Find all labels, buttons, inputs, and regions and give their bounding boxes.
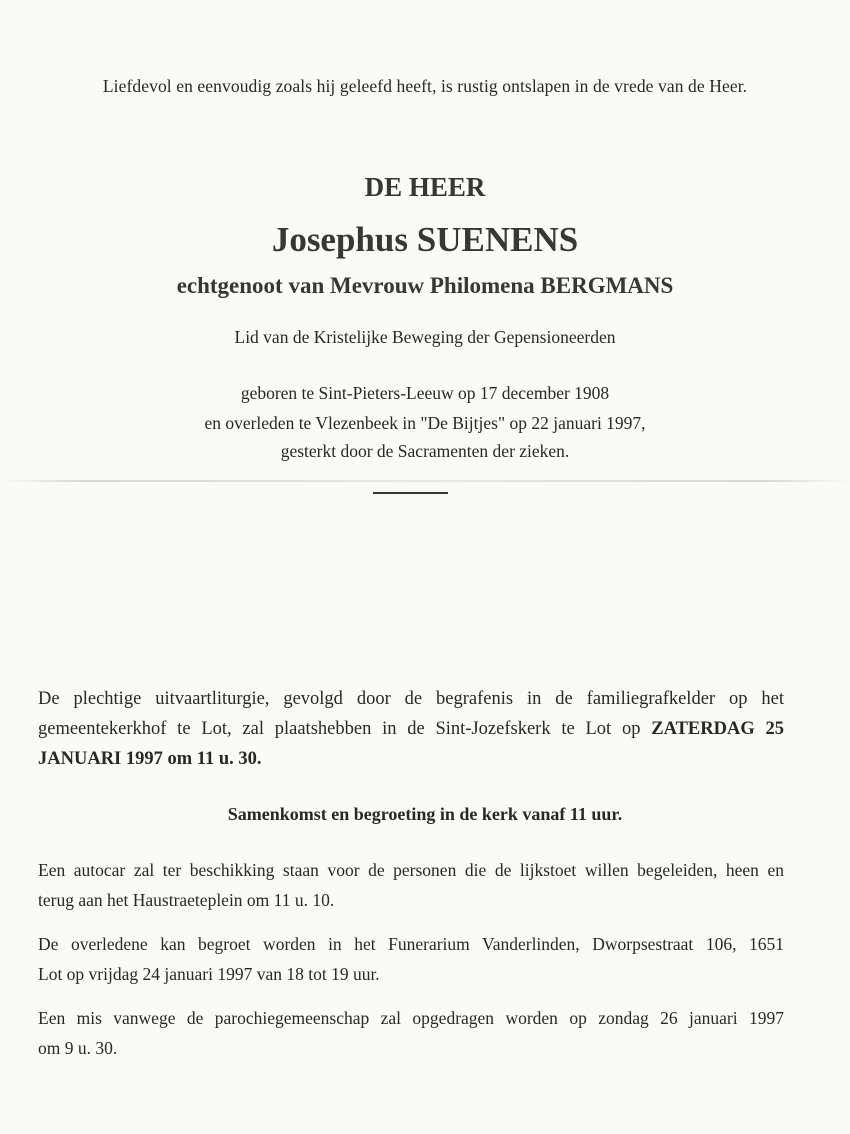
funerarium-line-1: De overledene kan begroet worden in het Funerarium Vanderlinden, Dworpsestraat 106, 1651 (38, 934, 784, 954)
autocar-paragraph (38, 855, 784, 915)
membership-line: Lid van de Kristelijke Beweging der Gepensioneerden (234, 327, 616, 347)
deceased-name: Josephus SUENENS (271, 220, 579, 259)
liturgy-line-3 (38, 744, 784, 774)
funerarium-line-2: Lot op vrijdag 24 januari 1997 van 18 tot 19 uur. (38, 964, 380, 984)
liturgy-line-2 (38, 714, 784, 744)
funerarium-paragraph (38, 929, 784, 989)
liturgy-paragraph (38, 684, 784, 774)
paper-fold-line (0, 480, 850, 482)
liturgy-date-bold-2: JANUARI 1997 om 11 u. 30. (38, 749, 262, 769)
motto-text: Liefdevol en eenvoudig zoals hij geleefd heeft, is rustig ontslapen in de vrede van de Heer. (102, 76, 748, 96)
mass-line-2: om 9 u. 30. (38, 1038, 118, 1058)
sacraments-line: gesterkt door de Sacramenten der zieken. (280, 441, 570, 461)
birth-line: geboren te Sint-Pieters-Leeuw op 17 december 1908 (240, 383, 610, 403)
separator-rule (373, 492, 448, 494)
autocar-line-2: terug aan het Haustraeteplein om 11 u. 10. (38, 890, 335, 910)
spouse-line: echtgenoot van Mevrouw Philomena BERGMANS (176, 273, 674, 298)
mass-paragraph (38, 1003, 784, 1063)
honorific-heading: DE HEER (364, 172, 486, 202)
gathering-line: Samenkomst en begroeting in de kerk vanaf 11 uur. (227, 804, 623, 824)
mass-line-1: Een mis vanwege de parochiegemeenschap zal opgedragen worden op zondag 26 januari 1997 (38, 1008, 784, 1028)
death-line: en overleden te Vlezenbeek in "De Bijtjes" op 22 januari 1997, (204, 413, 646, 433)
liturgy-line-1: De plechtige uitvaartliturgie, gevolgd door de begrafenis in de familiegrafkelder op het (38, 689, 784, 709)
autocar-line-1: Een autocar zal ter beschikking staan voor de personen die de lijkstoet willen begeleiden, heen en (38, 860, 784, 880)
liturgy-line-2-text: gemeentekerkhof te Lot, zal plaatshebben in de Sint-Jozefskerk te Lot op (38, 719, 641, 739)
liturgy-date-bold-1: ZATERDAG 25 (651, 719, 785, 739)
